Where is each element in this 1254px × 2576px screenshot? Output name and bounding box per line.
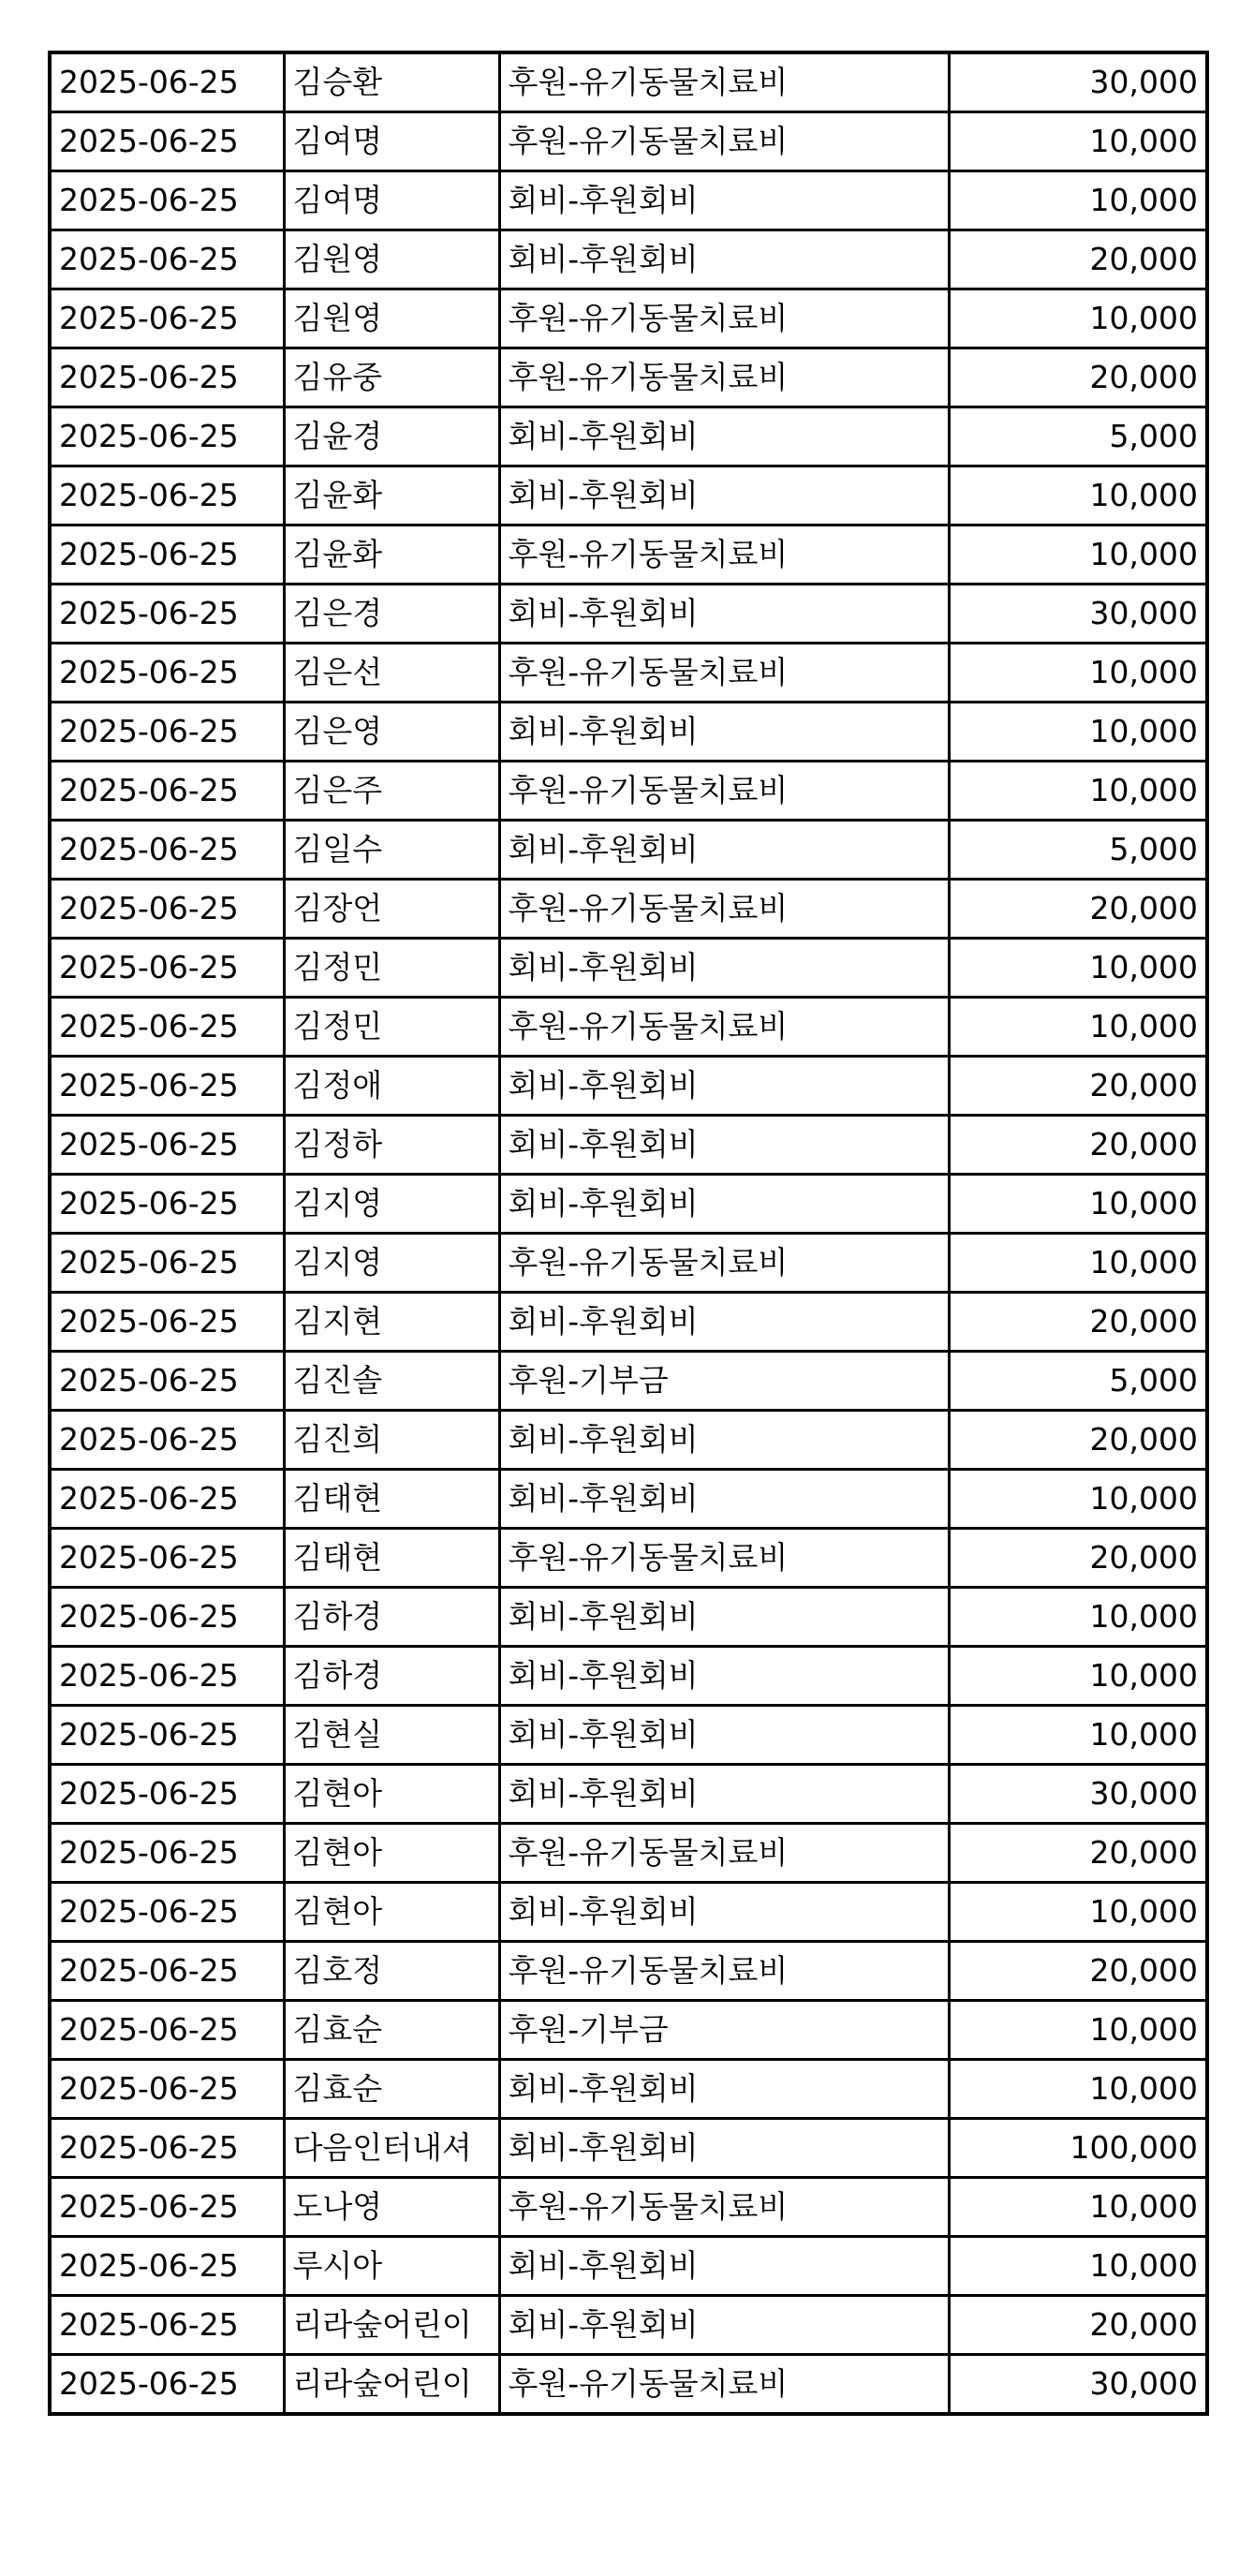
table-row [50, 466, 1207, 526]
category-cell: 후원-유기동물치료비 [499, 526, 949, 585]
amount-cell: 10,000 [949, 644, 1207, 703]
category-cell: 후원-유기동물치료비 [499, 52, 949, 112]
donor-name-cell: 김은영 [284, 703, 499, 762]
amount-cell: 10,000 [949, 939, 1207, 998]
donor-name-cell: 김은선 [284, 644, 499, 703]
donor-name-cell: 김하경 [284, 1647, 499, 1706]
category-cell: 회비-후원회비 [499, 1175, 949, 1234]
table-row [50, 2060, 1207, 2119]
table-row [50, 112, 1207, 171]
amount-cell: 20,000 [949, 1293, 1207, 1352]
date-cell: 2025-06-25 [50, 1765, 284, 1824]
amount-cell: 5,000 [949, 407, 1207, 466]
date-cell: 2025-06-25 [50, 880, 284, 939]
amount-cell: 10,000 [949, 2237, 1207, 2296]
amount-cell: 10,000 [949, 171, 1207, 230]
date-cell: 2025-06-25 [50, 1352, 284, 1411]
donor-name-cell: 김하경 [284, 1588, 499, 1647]
date-cell: 2025-06-25 [50, 526, 284, 585]
date-cell: 2025-06-25 [50, 1411, 284, 1470]
donor-name-cell: 리라숲어린이 [284, 2355, 499, 2415]
date-cell: 2025-06-25 [50, 2237, 284, 2296]
table-row [50, 703, 1207, 762]
donor-name-cell: 김일수 [284, 821, 499, 880]
amount-cell: 20,000 [949, 1411, 1207, 1470]
amount-cell: 10,000 [949, 289, 1207, 348]
date-cell: 2025-06-25 [50, 2355, 284, 2415]
category-cell: 회비-후원회비 [499, 703, 949, 762]
donor-name-cell: 김은주 [284, 762, 499, 821]
table-row [50, 1883, 1207, 1942]
category-cell: 후원-기부금 [499, 2001, 949, 2060]
date-cell: 2025-06-25 [50, 1824, 284, 1883]
amount-cell: 10,000 [949, 703, 1207, 762]
date-cell: 2025-06-25 [50, 585, 284, 644]
category-cell: 회비-후원회비 [499, 1647, 949, 1706]
donor-name-cell: 김정민 [284, 998, 499, 1057]
table-row [50, 998, 1207, 1057]
category-cell: 후원-유기동물치료비 [499, 2178, 949, 2237]
amount-cell: 20,000 [949, 880, 1207, 939]
table-row [50, 585, 1207, 644]
donor-name-cell: 김현아 [284, 1765, 499, 1824]
table-row [50, 1706, 1207, 1765]
amount-cell: 10,000 [949, 1647, 1207, 1706]
donor-name-cell: 김진솔 [284, 1352, 499, 1411]
donor-name-cell: 김효순 [284, 2001, 499, 2060]
category-cell: 회비-후원회비 [499, 585, 949, 644]
table-row [50, 939, 1207, 998]
amount-cell: 10,000 [949, 1706, 1207, 1765]
amount-cell: 10,000 [949, 112, 1207, 171]
category-cell: 후원-유기동물치료비 [499, 1824, 949, 1883]
date-cell: 2025-06-25 [50, 171, 284, 230]
table-row [50, 1942, 1207, 2001]
table-row [50, 1765, 1207, 1824]
table-row [50, 2178, 1207, 2237]
date-cell: 2025-06-25 [50, 644, 284, 703]
date-cell: 2025-06-25 [50, 466, 284, 526]
date-cell: 2025-06-25 [50, 703, 284, 762]
category-cell: 회비-후원회비 [499, 939, 949, 998]
table-row [50, 1234, 1207, 1293]
category-cell: 회비-후원회비 [499, 1470, 949, 1529]
category-cell: 회비-후원회비 [499, 1293, 949, 1352]
category-cell: 회비-후원회비 [499, 407, 949, 466]
category-cell: 후원-유기동물치료비 [499, 1942, 949, 2001]
table-row [50, 526, 1207, 585]
donor-name-cell: 김효순 [284, 2060, 499, 2119]
date-cell: 2025-06-25 [50, 1588, 284, 1647]
category-cell: 회비-후원회비 [499, 1765, 949, 1824]
date-cell: 2025-06-25 [50, 1234, 284, 1293]
date-cell: 2025-06-25 [50, 2119, 284, 2178]
amount-cell: 20,000 [949, 1529, 1207, 1588]
amount-cell: 10,000 [949, 1470, 1207, 1529]
amount-cell: 10,000 [949, 1175, 1207, 1234]
donor-name-cell: 김윤화 [284, 526, 499, 585]
date-cell: 2025-06-25 [50, 1529, 284, 1588]
donor-name-cell: 다음인터내셔 [284, 2119, 499, 2178]
amount-cell: 20,000 [949, 230, 1207, 289]
category-cell: 회비-후원회비 [499, 230, 949, 289]
amount-cell: 10,000 [949, 762, 1207, 821]
category-cell: 후원-유기동물치료비 [499, 880, 949, 939]
table-row [50, 1470, 1207, 1529]
amount-cell: 10,000 [949, 998, 1207, 1057]
category-cell: 회비-후원회비 [499, 1411, 949, 1470]
donor-name-cell: 김호정 [284, 1942, 499, 2001]
donor-name-cell: 김정민 [284, 939, 499, 998]
donor-name-cell: 김지영 [284, 1175, 499, 1234]
amount-cell: 10,000 [949, 2060, 1207, 2119]
category-cell: 후원-유기동물치료비 [499, 644, 949, 703]
date-cell: 2025-06-25 [50, 1116, 284, 1175]
date-cell: 2025-06-25 [50, 1706, 284, 1765]
table-row [50, 821, 1207, 880]
amount-cell: 20,000 [949, 1057, 1207, 1116]
date-cell: 2025-06-25 [50, 230, 284, 289]
donor-name-cell: 김은경 [284, 585, 499, 644]
donor-name-cell: 루시아 [284, 2237, 499, 2296]
date-cell: 2025-06-25 [50, 1293, 284, 1352]
donor-name-cell: 리라숲어린이 [284, 2296, 499, 2355]
donation-ledger-table [48, 51, 1209, 2416]
table-row [50, 2237, 1207, 2296]
date-cell: 2025-06-25 [50, 1647, 284, 1706]
category-cell: 후원-유기동물치료비 [499, 112, 949, 171]
donor-name-cell: 김지영 [284, 1234, 499, 1293]
donor-name-cell: 김현아 [284, 1883, 499, 1942]
table-row [50, 230, 1207, 289]
table-row [50, 407, 1207, 466]
table-row [50, 1175, 1207, 1234]
date-cell: 2025-06-25 [50, 2060, 284, 2119]
amount-cell: 20,000 [949, 348, 1207, 407]
donor-name-cell: 김원영 [284, 289, 499, 348]
amount-cell: 30,000 [949, 52, 1207, 112]
category-cell: 후원-유기동물치료비 [499, 289, 949, 348]
table-row [50, 1352, 1207, 1411]
date-cell: 2025-06-25 [50, 52, 284, 112]
date-cell: 2025-06-25 [50, 289, 284, 348]
category-cell: 회비-후원회비 [499, 466, 949, 526]
date-cell: 2025-06-25 [50, 112, 284, 171]
amount-cell: 10,000 [949, 1588, 1207, 1647]
table-row [50, 1293, 1207, 1352]
donor-name-cell: 김윤화 [284, 466, 499, 526]
donor-name-cell: 김현실 [284, 1706, 499, 1765]
category-cell: 회비-후원회비 [499, 1706, 949, 1765]
amount-cell: 10,000 [949, 466, 1207, 526]
date-cell: 2025-06-25 [50, 1057, 284, 1116]
donor-name-cell: 김여명 [284, 112, 499, 171]
date-cell: 2025-06-25 [50, 1883, 284, 1942]
donor-name-cell: 김태현 [284, 1470, 499, 1529]
amount-cell: 20,000 [949, 1116, 1207, 1175]
donor-name-cell: 도나영 [284, 2178, 499, 2237]
table-row [50, 1824, 1207, 1883]
table-row [50, 2001, 1207, 2060]
table-row [50, 1588, 1207, 1647]
table-row [50, 2355, 1207, 2415]
amount-cell: 10,000 [949, 1883, 1207, 1942]
date-cell: 2025-06-25 [50, 1470, 284, 1529]
category-cell: 후원-유기동물치료비 [499, 1234, 949, 1293]
category-cell: 회비-후원회비 [499, 1883, 949, 1942]
category-cell: 회비-후원회비 [499, 2060, 949, 2119]
date-cell: 2025-06-25 [50, 2178, 284, 2237]
amount-cell: 5,000 [949, 821, 1207, 880]
donor-name-cell: 김정애 [284, 1057, 499, 1116]
category-cell: 회비-후원회비 [499, 171, 949, 230]
donor-name-cell: 김태현 [284, 1529, 499, 1588]
table-row [50, 171, 1207, 230]
donor-name-cell: 김진희 [284, 1411, 499, 1470]
donor-name-cell: 김현아 [284, 1824, 499, 1883]
date-cell: 2025-06-25 [50, 2001, 284, 2060]
date-cell: 2025-06-25 [50, 1175, 284, 1234]
category-cell: 후원-유기동물치료비 [499, 762, 949, 821]
table-row [50, 880, 1207, 939]
date-cell: 2025-06-25 [50, 821, 284, 880]
amount-cell: 10,000 [949, 2178, 1207, 2237]
ledger-body [50, 52, 1207, 2414]
table-row [50, 1647, 1207, 1706]
donor-name-cell: 김정하 [284, 1116, 499, 1175]
category-cell: 후원-기부금 [499, 1352, 949, 1411]
table-row [50, 348, 1207, 407]
category-cell: 회비-후원회비 [499, 1588, 949, 1647]
amount-cell: 5,000 [949, 1352, 1207, 1411]
date-cell: 2025-06-25 [50, 2296, 284, 2355]
category-cell: 후원-유기동물치료비 [499, 2355, 949, 2415]
table-row [50, 1057, 1207, 1116]
date-cell: 2025-06-25 [50, 407, 284, 466]
amount-cell: 10,000 [949, 1234, 1207, 1293]
table-row [50, 644, 1207, 703]
date-cell: 2025-06-25 [50, 998, 284, 1057]
donor-name-cell: 김원영 [284, 230, 499, 289]
amount-cell: 20,000 [949, 2296, 1207, 2355]
category-cell: 회비-후원회비 [499, 1116, 949, 1175]
table-row [50, 2119, 1207, 2178]
category-cell: 회비-후원회비 [499, 2237, 949, 2296]
table-row [50, 289, 1207, 348]
category-cell: 회비-후원회비 [499, 1057, 949, 1116]
table-row [50, 1411, 1207, 1470]
table-row [50, 52, 1207, 112]
amount-cell: 30,000 [949, 585, 1207, 644]
amount-cell: 30,000 [949, 2355, 1207, 2415]
table-row [50, 1529, 1207, 1588]
donor-name-cell: 김유중 [284, 348, 499, 407]
table-row [50, 762, 1207, 821]
amount-cell: 10,000 [949, 2001, 1207, 2060]
table-row [50, 2296, 1207, 2355]
date-cell: 2025-06-25 [50, 762, 284, 821]
category-cell: 회비-후원회비 [499, 821, 949, 880]
donor-name-cell: 김승환 [284, 52, 499, 112]
category-cell: 후원-유기동물치료비 [499, 998, 949, 1057]
donor-name-cell: 김지현 [284, 1293, 499, 1352]
amount-cell: 10,000 [949, 526, 1207, 585]
amount-cell: 20,000 [949, 1824, 1207, 1883]
date-cell: 2025-06-25 [50, 1942, 284, 2001]
category-cell: 회비-후원회비 [499, 2296, 949, 2355]
date-cell: 2025-06-25 [50, 939, 284, 998]
category-cell: 후원-유기동물치료비 [499, 1529, 949, 1588]
donor-name-cell: 김윤경 [284, 407, 499, 466]
category-cell: 회비-후원회비 [499, 2119, 949, 2178]
donor-name-cell: 김장언 [284, 880, 499, 939]
donor-name-cell: 김여명 [284, 171, 499, 230]
amount-cell: 20,000 [949, 1942, 1207, 2001]
amount-cell: 100,000 [949, 2119, 1207, 2178]
amount-cell: 30,000 [949, 1765, 1207, 1824]
date-cell: 2025-06-25 [50, 348, 284, 407]
table-row [50, 1116, 1207, 1175]
category-cell: 후원-유기동물치료비 [499, 348, 949, 407]
